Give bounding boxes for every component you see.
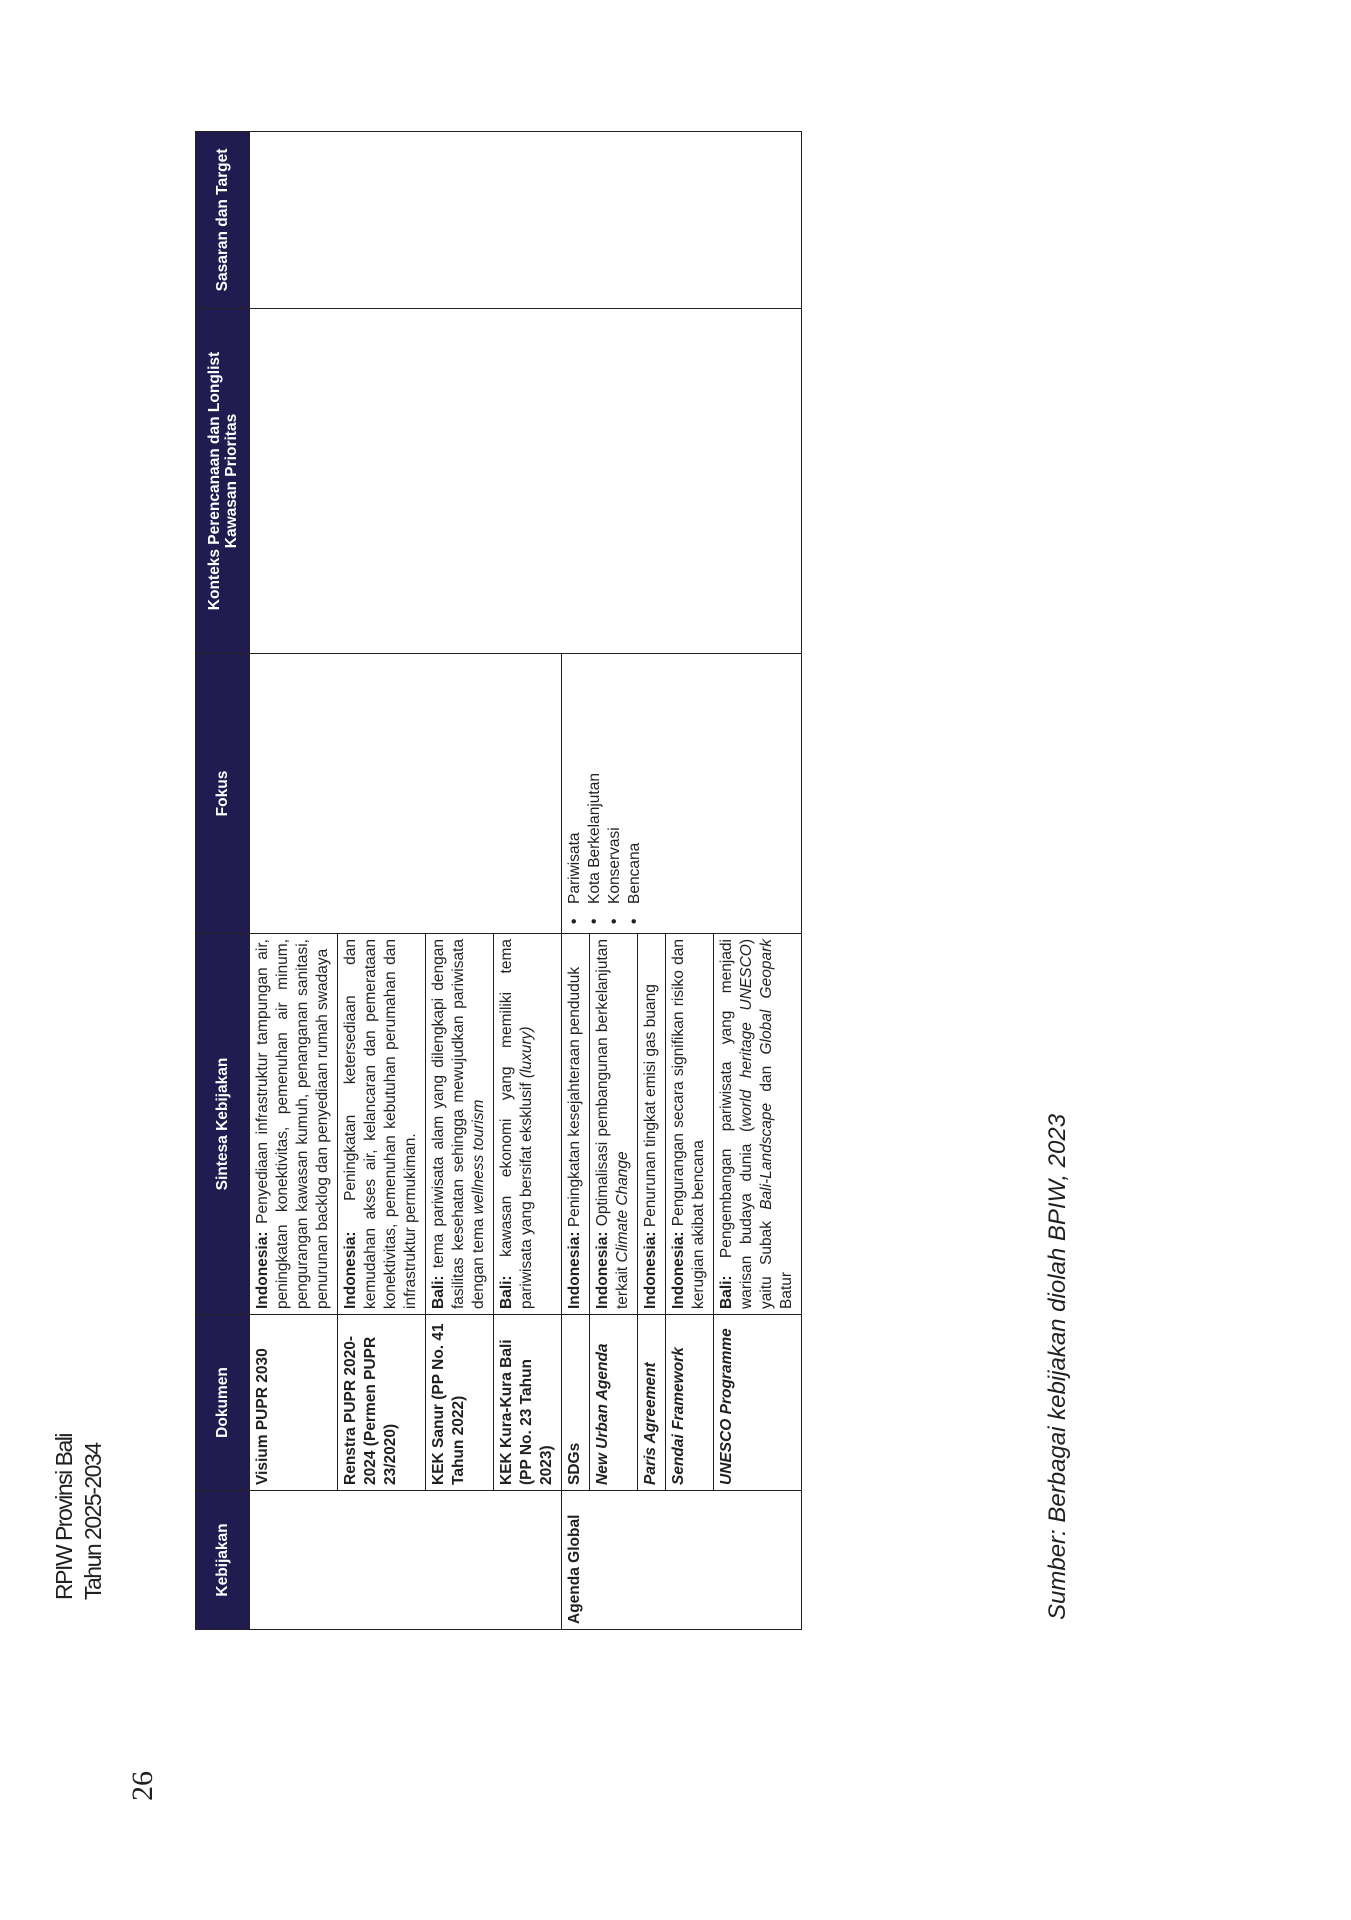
header-sintesa-kebijakan: Sintesa Kebijakan: [196, 934, 250, 1315]
region-label: Indonesia:: [642, 1231, 659, 1309]
focus-list: [565, 659, 645, 928]
policy-table: [195, 131, 802, 1630]
source-note: Sumber: Berbagai kebijakan diolah BPIW, 2023: [1044, 1113, 1071, 1620]
sintesa-cell: [494, 934, 562, 1315]
dokumen-italic: UNESCO Programme: [718, 1328, 735, 1485]
dokumen-cell: [666, 1315, 714, 1491]
dokumen-cell: Visium PUPR 2030: [250, 1315, 338, 1491]
sintesa-cell: [666, 934, 714, 1315]
sintesa-text: Pengembangan pariwisata yang menjadi warisan budaya dunia (: [718, 938, 755, 1309]
focus-item: • Bencana: [625, 659, 645, 904]
sintesa-cell: [714, 934, 802, 1315]
page-number: 26: [126, 1771, 159, 1801]
sintesa-text: dan: [758, 1054, 775, 1103]
sintesa-text: Optimalisasi pembangunan berkelanjutan terkait: [594, 939, 631, 1309]
dokumen-cell: Renstra PUPR 2020-2024 (Permen PUPR 23/2020): [338, 1315, 426, 1491]
sintesa-text: tema pariwisata alam yang dilengkapi dengan fasilitas kesehatan sehingga mewujudkan pariwisata dengan tema: [430, 939, 487, 1309]
kebijakan-cell: Agenda Global: [562, 1491, 802, 1630]
sintesa-text: Peningkatan kesejahteraan penduduk: [566, 966, 583, 1228]
running-head-line-2: Tahun 2025-2034: [80, 1443, 106, 1600]
konteks-cell: [250, 309, 802, 654]
sintesa-text: kawasan ekonomi yang memiliki tema pariwisata yang bersifat eksklusif: [498, 938, 535, 1309]
header-kebijakan: Kebijakan: [196, 1491, 250, 1630]
sasaran-cell: [250, 132, 802, 309]
sintesa-text: ) yaitu Subak: [738, 939, 775, 1309]
dokumen-cell: [638, 1315, 666, 1491]
header-konteks-perencanaan: Konteks Perencanaan dan Longlist Kawasan Prioritas: [196, 309, 250, 654]
sintesa-text: Peningkatan ketersediaan dan kemudahan akses air, kelancaran dan pemerataan konektivitas, pemenuhan kebutuhan perumahan dan infrastruktur permukiman.: [342, 939, 419, 1309]
sintesa-italic: wellness tourism: [470, 1099, 487, 1215]
dokumen-cell: SDGs: [562, 1315, 590, 1491]
focus-item: • Kota Berkelanjutan: [585, 659, 605, 904]
fokus-cell: [562, 654, 802, 934]
sintesa-text: Penyediaan infrastruktur tampungan air, peningkatan konektivitas, pemenuhan air minum, pengurangan kawasan kumuh, penanganan sanitasi, penurunan backlog dan penyediaan rumah swadaya: [254, 939, 331, 1309]
region-label: Bali:: [718, 1275, 735, 1309]
sintesa-text: Penurunan tingkat emisi gas buang: [642, 984, 659, 1228]
sintesa-text: Pengurangan secara signifikan risiko dan kerugian akibat bencana: [670, 939, 707, 1309]
rotated-content: [0, 120, 1071, 1630]
sintesa-cell: [250, 934, 338, 1315]
sintesa-italic: Global Geopark: [758, 939, 775, 1055]
dokumen-cell: [714, 1315, 802, 1491]
dokumen-italic: Sendai Framework: [670, 1347, 687, 1485]
sintesa-text: Batur: [778, 1271, 795, 1309]
running-head-line-1: RPIW Provinsi Bali: [51, 1434, 77, 1600]
dokumen-italic: Paris Agreement: [642, 1362, 659, 1485]
sintesa-cell: [338, 934, 426, 1315]
header-fokus: Fokus: [196, 654, 250, 934]
region-label: Bali:: [430, 1275, 447, 1309]
sintesa-italic: Climate Change: [614, 1151, 631, 1263]
region-label: Bali:: [498, 1275, 515, 1309]
dokumen-cell: KEK Sanur (PP No. 41 Tahun 2022): [426, 1315, 494, 1491]
dokumen-cell: [590, 1315, 638, 1491]
region-label: Indonesia:: [254, 1231, 271, 1309]
sintesa-italic: (luxury): [518, 1026, 535, 1079]
header-sasaran-target: Sasaran dan Target: [196, 132, 250, 309]
dokumen-cell: KEK Kura-Kura Bali (PP No. 23 Tahun 2023): [494, 1315, 562, 1491]
sintesa-cell: [590, 934, 638, 1315]
focus-item: • Konservasi: [605, 659, 625, 904]
region-label: Indonesia:: [594, 1231, 611, 1309]
sintesa-cell: [562, 934, 590, 1315]
dokumen-italic: New Urban Agenda: [594, 1343, 611, 1485]
sintesa-cell: [638, 934, 666, 1315]
sintesa-italic: world heritage UNESCO: [738, 944, 755, 1127]
region-label: Indonesia:: [342, 1231, 359, 1309]
header-dokumen: Dokumen: [196, 1315, 250, 1491]
kebijakan-cell-empty: [250, 1491, 562, 1630]
table-header-row: [196, 132, 250, 1630]
region-label: Indonesia:: [566, 1231, 583, 1309]
sintesa-italic: Bali-Landscape: [758, 1102, 775, 1210]
table-row: [250, 132, 338, 1630]
focus-item: • Pariwisata: [565, 659, 585, 904]
sintesa-cell: [426, 934, 494, 1315]
region-label: Indonesia:: [670, 1231, 687, 1309]
fokus-cell-empty: [250, 654, 562, 934]
